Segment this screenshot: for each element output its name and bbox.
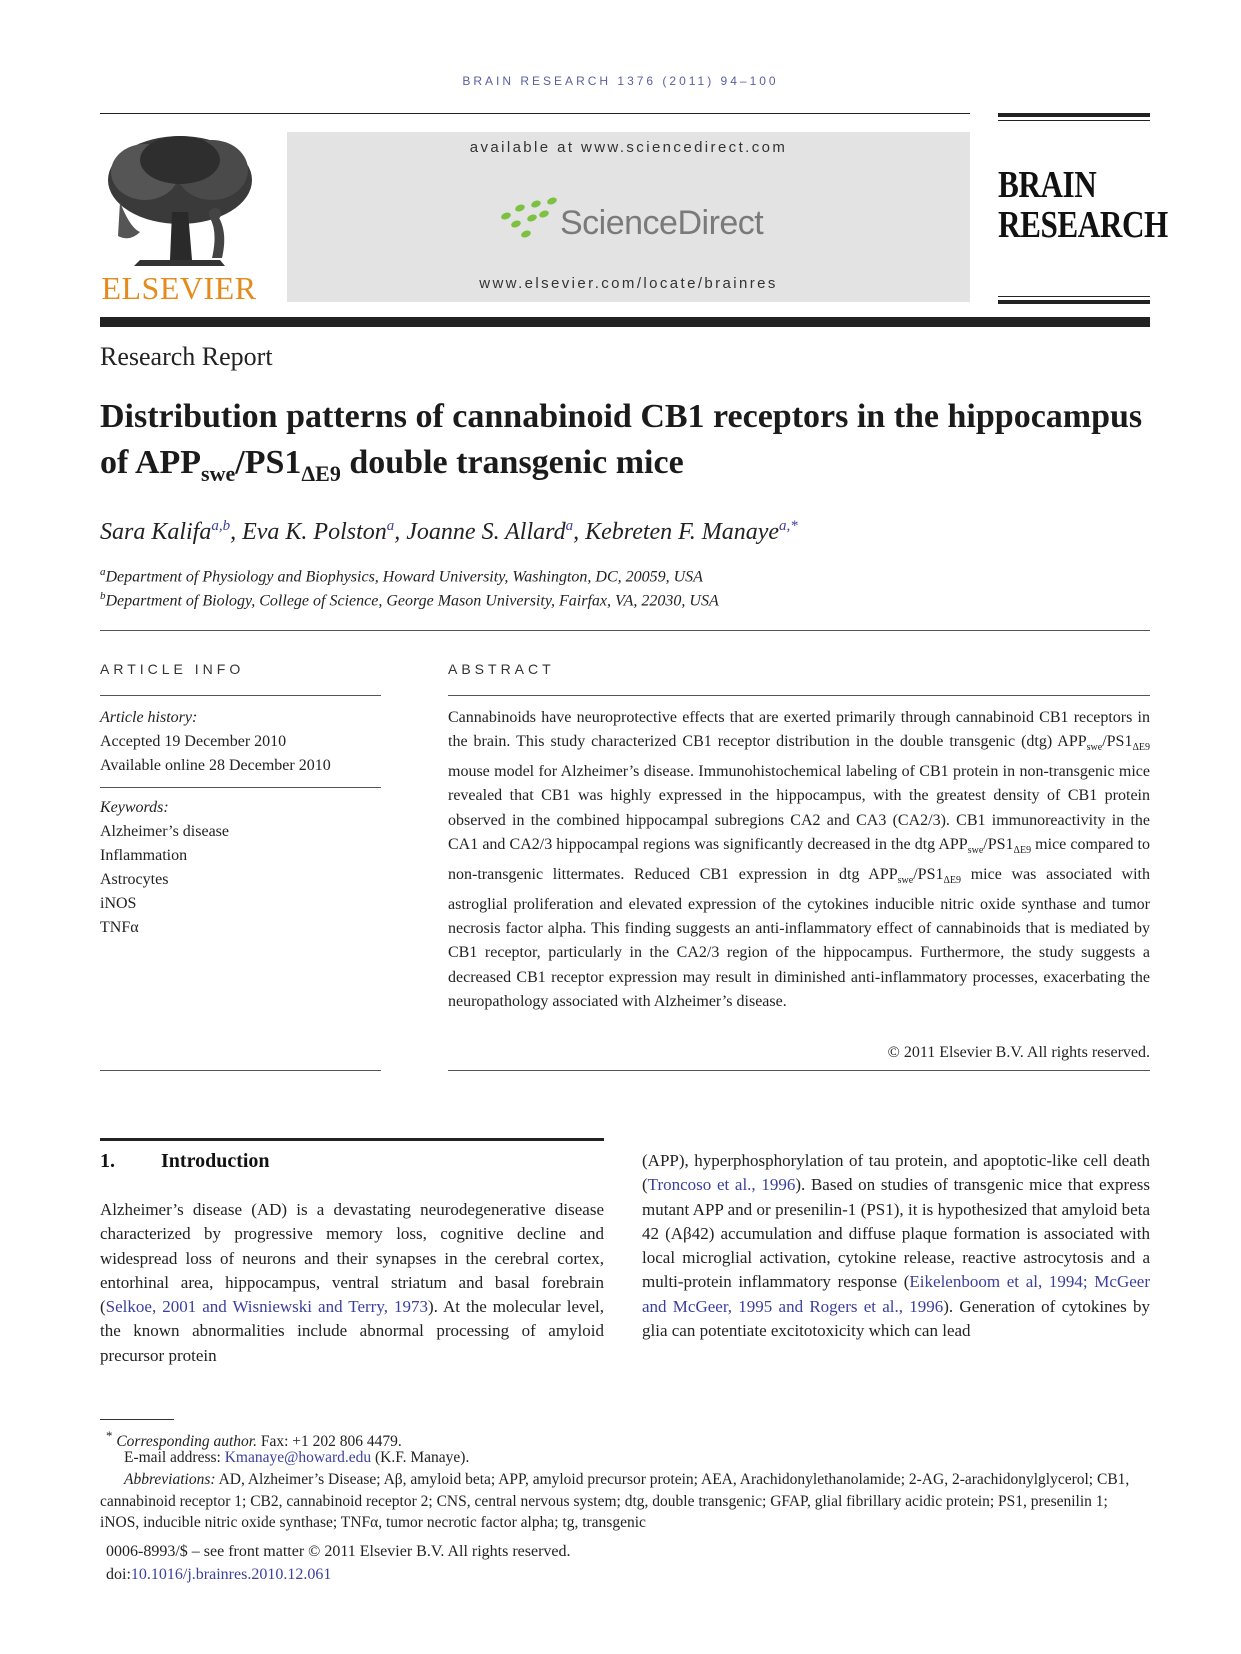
journal-title-line2: RESEARCH — [998, 204, 1168, 246]
affiliation: $^a$Department of Physiology and Biophysics, Howard University, Washington, DC, 20059, USA — [100, 566, 703, 586]
author-name: Joanne S. Allard — [406, 519, 566, 545]
intro-rule — [100, 1138, 604, 1141]
journal-title-rule-bottom — [998, 300, 1150, 304]
keyword: Astrocytes — [100, 871, 169, 888]
abstract-rule — [448, 695, 1150, 696]
email-link[interactable]: Kmanaye@howard.edu — [224, 1449, 372, 1466]
sciencedirect-dots-icon — [498, 196, 560, 245]
abstract-rule-bottom — [448, 1070, 1150, 1071]
article-type: Research Report — [100, 342, 273, 371]
intro-right-column: (APP), hyperphosphorylation of tau protein, and apoptotic-like cell death (Troncoso et al., 1996). Based on studies of transgenic mice that express mutant APP and or presenilin-1 (PS1), it is hypothesized that amyloid beta 42 (Aβ42) accumulation and diffuse plaque formation is associated with local microglial activation, cytokine release, reactive astrocytosis and a multi-protein inflammatory response (Eikelenboom et al, 1994; McGeer and McGeer, 1995 and Rogers et al., 1996). Generation of cytokines by glia can potentiate excitotoxicity which can lead — [642, 1151, 1150, 1341]
journal-url[interactable]: www.elsevier.com/locate/brainres — [479, 275, 778, 292]
journal-title — [998, 164, 1168, 246]
citation-link[interactable]: Troncoso et al., 1996 — [647, 1175, 796, 1195]
article-info-rule-bottom — [100, 1070, 381, 1071]
journal-title-rule-top-thin — [998, 120, 1150, 121]
journal-title-rule-top — [998, 113, 1150, 117]
abstract-copyright: © 2011 Elsevier B.V. All rights reserved. — [887, 1044, 1150, 1061]
article-title: Distribution patterns of cannabinoid CB1 receptors in the hippocampus of $APP_{swe}/PS1_{\Delta E9}$ double transgenic mice — [100, 398, 1143, 486]
author-affil-sup[interactable]: a,b — [211, 518, 231, 534]
doi-line: doi:10.1016/j.brainres.2010.12.061 — [106, 1566, 332, 1583]
journal-title-rule-bottom-thin — [998, 296, 1150, 297]
header-rule — [100, 113, 970, 114]
journal-citation-line: BRAIN RESEARCH 1376 (2011) 94–100 — [462, 74, 779, 88]
footnote-corresponding: * Corresponding author. Fax: +1 202 806 4479. — [106, 1428, 402, 1451]
keyword: Alzheimer’s disease — [100, 823, 229, 840]
article-info-heading: ARTICLE INFO — [100, 661, 245, 677]
article-history — [100, 706, 381, 778]
author-name: Kebreten F. Manaye — [585, 519, 780, 545]
affiliation: $^b$Department of Biology, College of Science, George Mason University, Fairfax, VA, 22030, USA — [100, 590, 719, 610]
keyword: iNOS — [100, 895, 137, 912]
footnote-rule — [100, 1419, 174, 1420]
author-name: Sara Kalifa — [100, 519, 212, 545]
journal-title-line1: BRAIN — [998, 164, 1097, 206]
issn-line: 0006-8993/$ – see front matter © 2011 Elsevier B.V. All rights reserved. — [106, 1543, 571, 1560]
section-title: Introduction — [161, 1150, 270, 1172]
abstract-text: Cannabinoids have neuroprotective effects that are exerted primarily through cannabinoid CB1 receptors in the brain. This study characterized CB1 receptor distribution in the double transgenic (dtg) $APP_{swe}/PS1_{\Delta E9}$ mouse model for Alzheimer’s disease. Immunohistochemical labeling of CB1 protein in non-transgenic mice revealed that CB1 was highly expressed in the hippocampus, with the greatest density of CB1 protein observed in the combined hippocampal subregions CA2 and CA3 (CA2/3). CB1 immunoreactivity in the CA1 and CA2/3 hippocampal regions was significantly decreased in the dtg $APP_{swe}/PS1_{\Delta E9}$ mice compared to non-transgenic littermates. Reduced CB1 expression in dtg $APP_{swe}/PS1_{\Delta E9}$ mice was associated with astroglial proliferation and elevated expression of the cytokines inducible nitric oxide synthase and tumor necrosis factor alpha. This finding suggests an anti-inflammatory effect of cannabinoids that is mediated by CB1 receptor, particularly in the CA2/3 region of the hippocampus. Furthermore, the study suggests a decreased CB1 receptor expression may result in diminished anti-inflammatory processes, exacerbating the neuropathology associated with Alzheimer’s disease. — [448, 709, 1151, 1010]
section-heading — [100, 1150, 270, 1173]
header-thick-bar — [100, 317, 1150, 327]
sciencedirect-wordmark: ScienceDirect — [560, 204, 764, 242]
abstract-heading: ABSTRACT — [448, 661, 555, 677]
available-at-text: available at www.sciencedirect.com — [469, 139, 788, 156]
keywords-label: Keywords: — [100, 799, 169, 816]
section-number: 1. — [100, 1150, 115, 1172]
history-label: Article history: — [100, 709, 198, 726]
article-info-rule — [100, 787, 381, 788]
footnote-abbreviations: Abbreviations: AD, Alzheimer’s Disease; Aβ, amyloid beta; APP, amyloid precursor protein; AEA, Arachidonylethanolamide; 2-AG, 2-arachidonylglycerol; CB1, cannabinoid receptor 1; CB2, cannabinoid receptor 2; CNS, central nervous system; dtg, double transgenic; GFAP, glial fibrillary acidic protein; PS1, presenilin 1; iNOS, inducible nitric oxide synthase; TNFα, tumor necrotic factor alpha; tg, transgenic — [100, 1471, 1130, 1531]
keyword: Inflammation — [100, 847, 188, 864]
affiliation-divider — [100, 630, 1150, 631]
accepted-date: Accepted 19 December 2010 — [100, 733, 287, 750]
author-affil-sup[interactable]: a — [386, 518, 395, 534]
doi-link[interactable]: 10.1016/j.brainres.2010.12.061 — [130, 1566, 332, 1583]
author-affil-sup[interactable]: a — [565, 518, 574, 534]
online-date: Available online 28 December 2010 — [100, 757, 331, 774]
author-affil-sup[interactable]: a,* — [779, 518, 798, 534]
citation-link[interactable]: Selkoe, 2001 and Wisniewski and Terry, 1973 — [105, 1297, 428, 1317]
citation-link[interactable]: Eikelenboom et al, 1994; McGeer and McGeer, 1995 and Rogers et al., 1996 — [642, 1272, 1150, 1316]
footnote-email: E-mail address: Kmanaye@howard.edu (K.F. Manaye). — [124, 1449, 470, 1466]
author-name: Eva K. Polston — [242, 519, 387, 545]
intro-left-column: Alzheimer’s disease (AD) is a devastating neurodegenerative disease characterized by progressive memory loss, cognitive decline and widespread loss of neurons and their synapses in the cerebral cortex, entorhinal area, hippocampus, ventral striatum and basal forebrain (Selkoe, 2001 and Wisniewski and Terry, 1973). At the molecular level, the known abnormalities include abnormal processing of amyloid precursor protein — [100, 1200, 605, 1365]
author-list: Sara Kalifa$^{a,b}$, Eva K. Polston$^a$, Joanne S. Allard$^a$, Kebreten F. Manaye$^{a,*}$ — [100, 518, 798, 545]
keywords-block — [100, 796, 381, 940]
keyword: TNFα — [100, 919, 139, 936]
article-info-rule — [100, 695, 381, 696]
elsevier-wordmark: ELSEVIER — [101, 270, 257, 306]
